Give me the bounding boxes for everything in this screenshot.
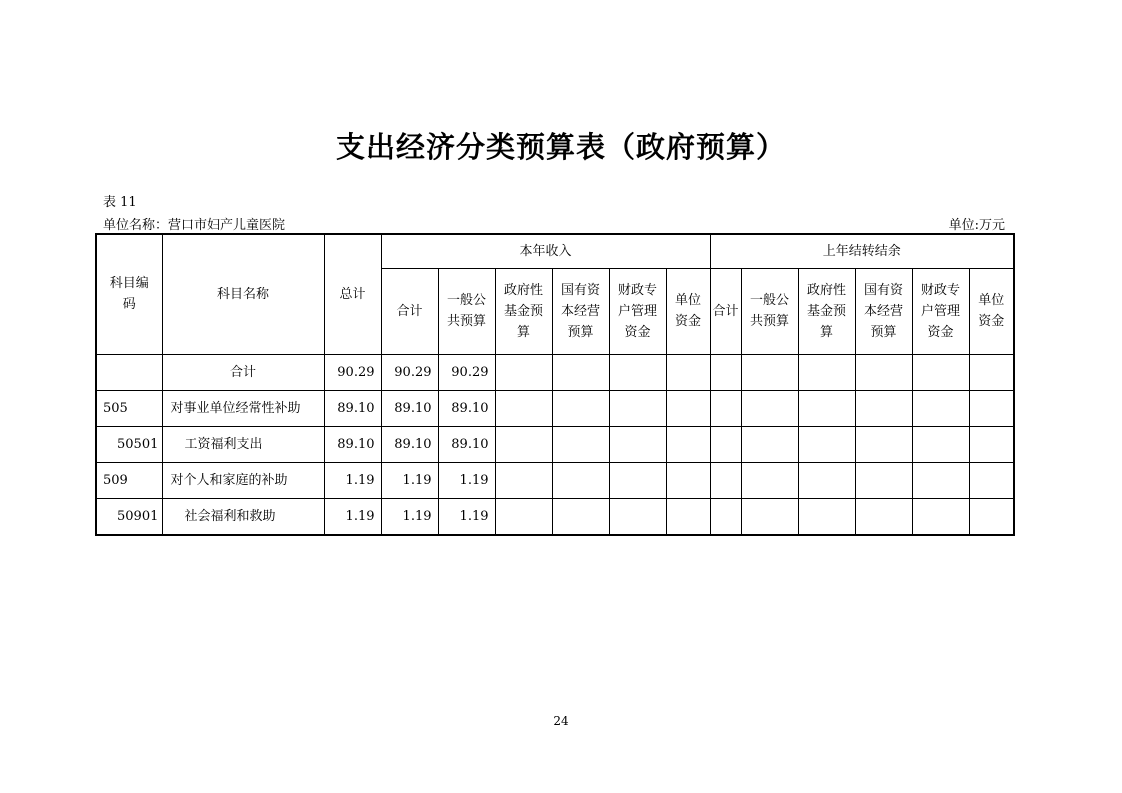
empty-cell [710, 390, 741, 426]
empty-cell [855, 498, 912, 535]
table-row [96, 354, 1014, 390]
empty-cell [552, 390, 609, 426]
table-row [96, 426, 1014, 462]
row-sum: 1.19 [381, 498, 438, 535]
empty-cell [552, 462, 609, 498]
unit-label: 单位:万元 [948, 218, 1005, 233]
empty-cell [495, 390, 552, 426]
header-carry-general: 一般公共预算 [741, 268, 798, 354]
header-name: 科目名称 [162, 234, 324, 354]
row-sum: 89.10 [381, 426, 438, 462]
header-cur-state-capital: 国有资本经营预算 [552, 268, 609, 354]
empty-cell [855, 390, 912, 426]
header-carry-sum: 合计 [710, 268, 741, 354]
empty-cell [798, 498, 855, 535]
row-code: 509 [96, 462, 162, 498]
header-cur-general: 一般公共预算 [438, 268, 495, 354]
empty-cell [666, 354, 710, 390]
table-row [96, 462, 1014, 498]
empty-cell [609, 390, 666, 426]
header-carry-special: 财政专户管理资金 [912, 268, 969, 354]
page-title: 支出经济分类预算表（政府预算） [335, 130, 786, 164]
header-carryover: 上年结转结余 [710, 234, 1014, 268]
empty-cell [495, 354, 552, 390]
header-carry-fund: 政府性基金预算 [798, 268, 855, 354]
header-cur-sum: 合计 [381, 268, 438, 354]
empty-cell [969, 462, 1014, 498]
row-general: 89.10 [438, 390, 495, 426]
empty-cell [741, 462, 798, 498]
empty-cell [969, 354, 1014, 390]
row-general: 90.29 [438, 354, 495, 390]
header-cur-unit: 单位资金 [666, 268, 710, 354]
empty-cell [609, 498, 666, 535]
row-total: 89.10 [324, 390, 381, 426]
header-current-year: 本年收入 [381, 234, 710, 268]
empty-cell [666, 426, 710, 462]
empty-cell [609, 426, 666, 462]
empty-cell [969, 426, 1014, 462]
empty-cell [552, 498, 609, 535]
row-name: 工资福利支出 [162, 426, 324, 462]
row-code [96, 354, 162, 390]
empty-cell [609, 462, 666, 498]
empty-cell [666, 390, 710, 426]
empty-cell [741, 498, 798, 535]
row-general: 1.19 [438, 498, 495, 535]
empty-cell [969, 498, 1014, 535]
empty-cell [666, 462, 710, 498]
table-number: 表 11 [103, 195, 137, 210]
empty-cell [741, 354, 798, 390]
row-code: 50901 [96, 498, 162, 535]
row-name: 社会福利和救助 [162, 498, 324, 535]
empty-cell [912, 426, 969, 462]
empty-cell [912, 354, 969, 390]
empty-cell [495, 498, 552, 535]
empty-cell [710, 426, 741, 462]
empty-cell [710, 354, 741, 390]
empty-cell [495, 462, 552, 498]
header-row-group [96, 234, 1014, 268]
row-total: 90.29 [324, 354, 381, 390]
empty-cell [798, 426, 855, 462]
row-total: 89.10 [324, 426, 381, 462]
row-name: 对事业单位经常性补助 [162, 390, 324, 426]
header-cur-special: 财政专户管理资金 [609, 268, 666, 354]
empty-cell [855, 462, 912, 498]
row-name: 对个人和家庭的补助 [162, 462, 324, 498]
unit-name: 单位名称：营口市妇产儿童医院 [103, 218, 286, 233]
empty-cell [855, 426, 912, 462]
header-total: 总计 [324, 234, 381, 354]
empty-cell [552, 426, 609, 462]
row-sum: 90.29 [381, 354, 438, 390]
budget-table [95, 233, 1015, 536]
header-carry-state-capital: 国有资本经营预算 [855, 268, 912, 354]
empty-cell [741, 426, 798, 462]
header-code: 科目编码 [96, 234, 162, 354]
empty-cell [666, 498, 710, 535]
row-general: 89.10 [438, 426, 495, 462]
header-carry-unit: 单位资金 [969, 268, 1014, 354]
empty-cell [969, 390, 1014, 426]
row-sum: 1.19 [381, 462, 438, 498]
empty-cell [710, 462, 741, 498]
row-code: 505 [96, 390, 162, 426]
row-total: 1.19 [324, 462, 381, 498]
empty-cell [609, 354, 666, 390]
empty-cell [798, 354, 855, 390]
page-number: 24 [553, 714, 569, 728]
row-sum: 89.10 [381, 390, 438, 426]
table-row [96, 390, 1014, 426]
empty-cell [912, 462, 969, 498]
row-general: 1.19 [438, 462, 495, 498]
table-row [96, 498, 1014, 535]
empty-cell [552, 354, 609, 390]
empty-cell [798, 390, 855, 426]
row-name: 合计 [162, 354, 324, 390]
empty-cell [912, 390, 969, 426]
empty-cell [798, 462, 855, 498]
empty-cell [495, 426, 552, 462]
header-cur-fund: 政府性基金预算 [495, 268, 552, 354]
row-total: 1.19 [324, 498, 381, 535]
empty-cell [912, 498, 969, 535]
empty-cell [741, 390, 798, 426]
empty-cell [855, 354, 912, 390]
empty-cell [710, 498, 741, 535]
row-code: 50501 [96, 426, 162, 462]
